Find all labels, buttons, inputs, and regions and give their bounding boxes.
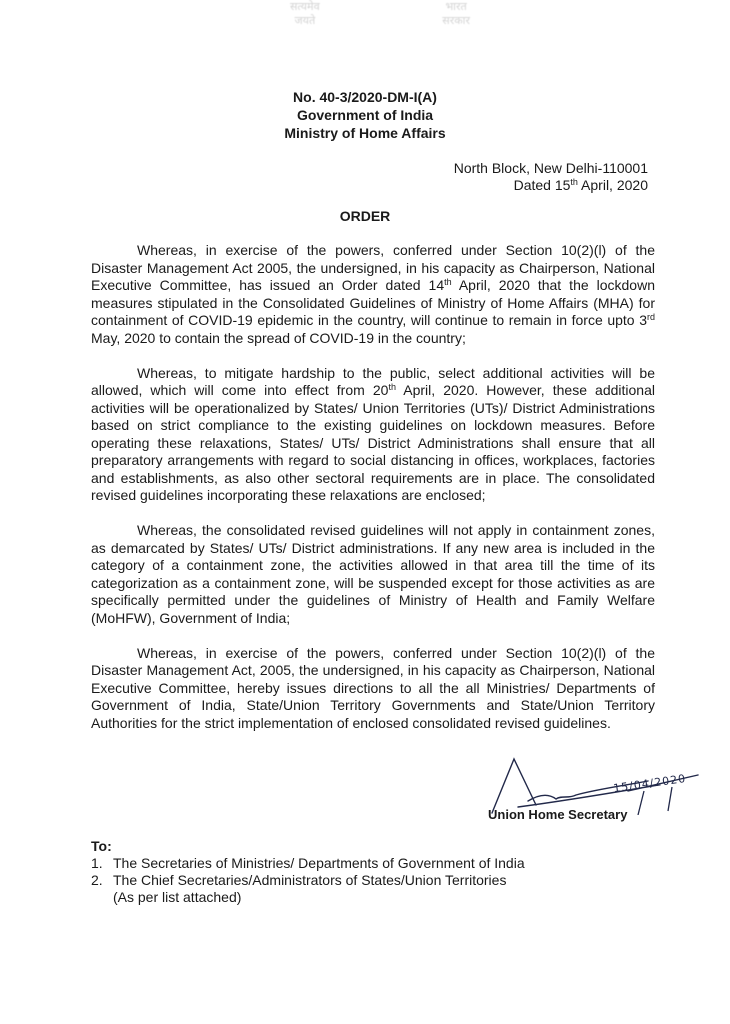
list-item bbox=[91, 855, 525, 872]
text-run: Whereas, in exercise of the powers, conferred under Section 10(2)(l) of the Disaster Management Act, 2005, the undersigned, in his capacity as Chairperson, National Executive Committee, hereby issues directions to all the all Ministries/ Departments of Government of India, State/Union Territory Governments and State/Union Territory Authorities for the strict implementation of enclosed consolidated revised guidelines. bbox=[91, 644, 655, 731]
paragraph-3 bbox=[91, 522, 655, 627]
government-name: Government of India bbox=[296, 107, 434, 123]
text-run: Whereas, the consolidated revised guidelines will not apply in containment zones, as demarcated by States/ UTs/ District administrations. If any new area is included in the category of a containment zone, the activities allowed in that area till the time of its categorization as a containment zone, will be suspended except for those activities as are specifically permitted under the guidelines of Ministry of Health and Family Welfare (MoHFW), Government of India; bbox=[91, 522, 655, 626]
paragraph-2 bbox=[91, 365, 655, 505]
file-number: No. 40-3/2020-DM-I(A) bbox=[293, 89, 437, 105]
paragraph-1 bbox=[91, 242, 655, 347]
ordinal: th bbox=[388, 382, 396, 392]
list-number: 2. bbox=[91, 872, 103, 888]
text-run: May, 2020 to contain the spread of COVID-19 in the country; bbox=[91, 329, 466, 346]
recipients-label: To: bbox=[91, 838, 112, 854]
page-title: ORDER bbox=[339, 208, 391, 224]
signature-block bbox=[488, 755, 708, 830]
recipients-block bbox=[91, 838, 525, 906]
date-ordinal: th bbox=[570, 177, 578, 187]
list-text: The Secretaries of Ministries/ Departments of Government of India bbox=[113, 855, 525, 871]
stamp-line: सत्यमेव bbox=[290, 1, 320, 13]
ordinal: th bbox=[444, 277, 452, 287]
text-run: April, 2020 that the lockdown measures stipulated in the Consolidated Guidelines of Ministry of Home Affairs (MHA) for containment of COVID-19 epidemic in the country, will continue to remain in force upto 3 bbox=[91, 277, 655, 328]
stamp-line: जयते bbox=[294, 15, 316, 27]
text-run: April, 2020. However, these additional activities will be operationalized by States/ Union Territories (UTs)/ District Administrations based on strict compliance to the existing guidelines on lockdown measures. Before operating these relaxations, States/ UTs/ District Administrations shall ensure that all preparatory arrangements with regard to social distancing in offices, workplaces, factories and establishments, as also other sectoral requirements are in place. The consolidated revised guidelines incorporating these relaxations are enclosed; bbox=[91, 382, 655, 503]
order-body bbox=[91, 242, 655, 750]
address-block bbox=[454, 160, 648, 194]
list-number: 1. bbox=[91, 855, 103, 871]
stamp-line: भारत bbox=[445, 1, 467, 13]
paragraph-4 bbox=[91, 645, 655, 733]
office-location: North Block, New Delhi-110001 bbox=[453, 160, 648, 176]
letterhead bbox=[240, 88, 490, 142]
handwritten-date: 15/04/2020 bbox=[612, 771, 687, 796]
date-prefix: Dated 15 bbox=[513, 177, 571, 193]
list-item bbox=[91, 872, 525, 889]
date-suffix: April, 2020 bbox=[577, 177, 648, 193]
list-text: The Chief Secretaries/Administrators of States/Union Territories bbox=[113, 872, 507, 888]
order-date bbox=[454, 177, 648, 194]
stamp-line: सरकार bbox=[442, 15, 470, 27]
signatory-title: Union Home Secretary bbox=[488, 807, 628, 822]
text-run: Whereas, to mitigate hardship to the public, select additional activities will be allowed, which will come into effect from 20 bbox=[91, 364, 655, 398]
ordinal: rd bbox=[646, 312, 655, 322]
ministry-name: Ministry of Home Affairs bbox=[284, 125, 446, 141]
recipients-note: (As per list attached) bbox=[113, 889, 242, 905]
text-run: Whereas, in exercise of the powers, conferred under Section 10(2)(l) of the Disaster Management Act 2005, the undersigned, in his capacity as Chairperson, National Executive Committee, has issued an Order dated 14 bbox=[91, 242, 655, 293]
emblem-stamp bbox=[290, 0, 470, 40]
recipients-list bbox=[91, 855, 525, 889]
